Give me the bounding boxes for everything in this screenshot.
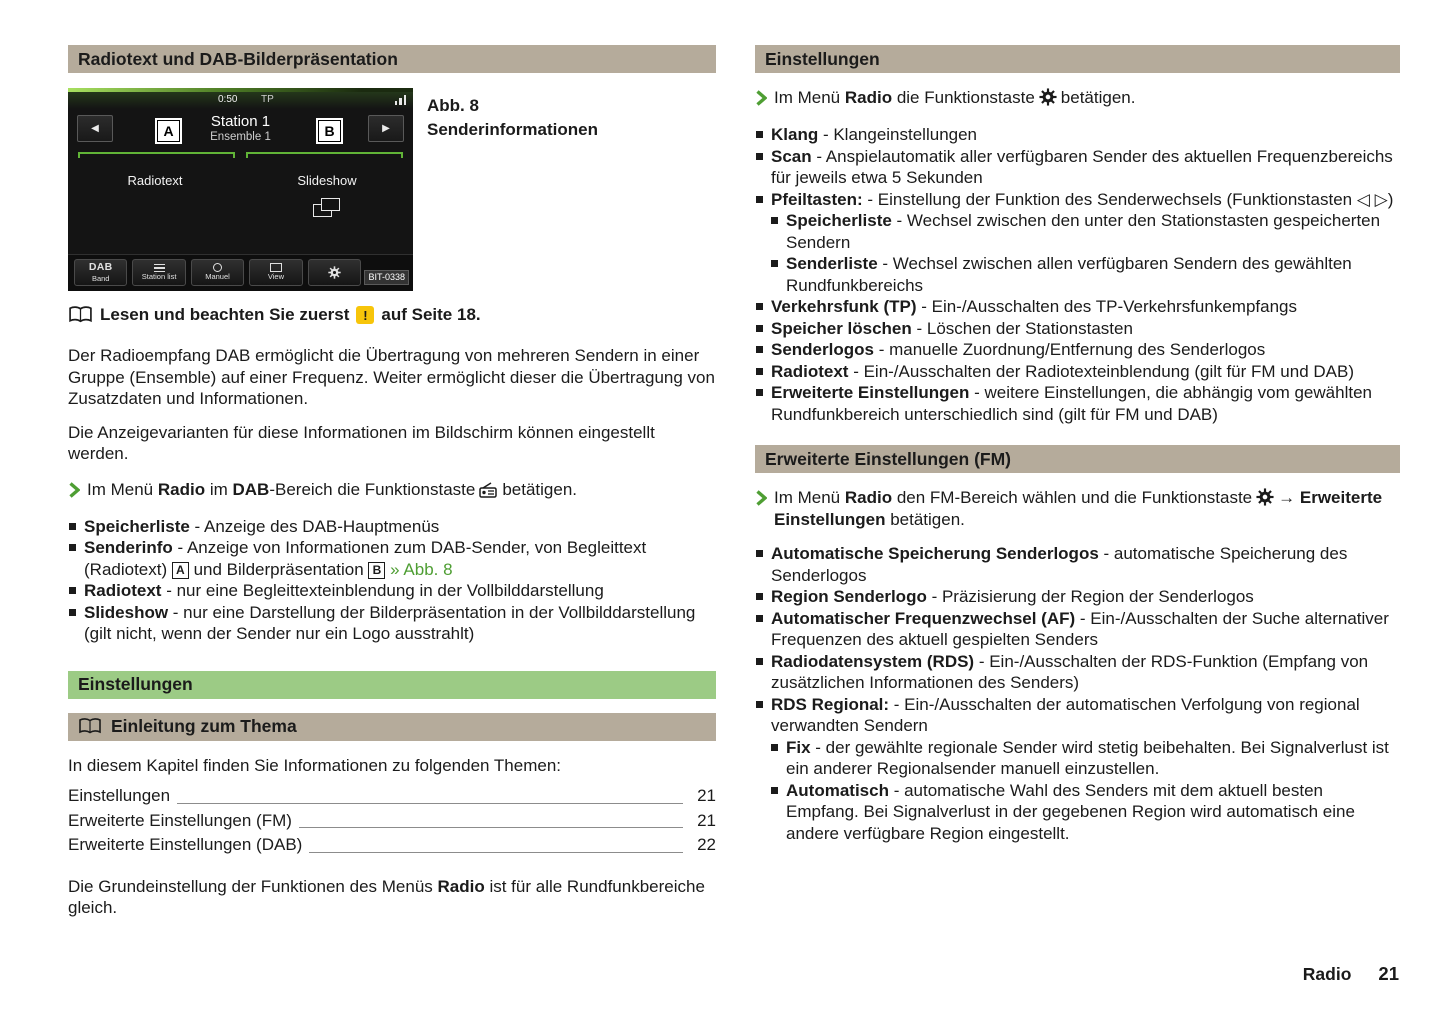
bullet-icon: [756, 196, 763, 203]
paragraph-grundeinstellung: Die Grundeinstellung der Funktionen des Menüs Radio ist für alle Rundfunkbereiche gleich.: [68, 876, 705, 917]
list-item-text: Region Senderlogo - Präzisierung der Region der Senderlogos: [771, 587, 1254, 606]
next-station-arrow-icon: ▶: [368, 115, 404, 142]
section-title: Radiotext und DAB-Bilderpräsentation: [78, 48, 398, 69]
section-title: Einleitung zum Thema: [111, 716, 297, 736]
list-item-text: Speicherliste - Anzeige des DAB-Hauptmenüs: [84, 516, 440, 536]
manual-tune-icon: [213, 263, 222, 272]
list-item: [755, 608, 1400, 651]
bullet-icon: [771, 744, 778, 751]
list-item-text: Erweiterte Einstellungen - weitere Einstellungen, die abhängig vom gewählten Rundfunkbereich unterschiedlich sind (gilt für FM und DAB): [771, 383, 1372, 424]
list-item-text: Slideshow - nur eine Darstellung der Bilderpräsentation in der Vollbilddarstellung (gilt nicht, wenn der Sender nur ein Logo ausstrahlt): [84, 602, 696, 643]
bullet-icon: [756, 658, 763, 665]
callout-bracket-left: [78, 152, 235, 158]
list-item-text: Radiodatensystem (RDS) - Ein-/Ausschalten der RDS-Funktion (Empfang von zusätzlichen Informationen des Senders): [771, 651, 1369, 692]
note-text-1: Lesen und beachten Sie zuerst: [100, 305, 350, 324]
toc-entry-erweiterte-dab[interactable]: [68, 833, 716, 858]
list-item-text: Senderliste - Wechsel zwischen allen verfügbaren Sendern des gewählten Rundfunkbereichs: [786, 254, 1352, 295]
bullet-icon: [756, 389, 763, 396]
bullet-icon: [756, 346, 763, 353]
toc-page-number: 21: [697, 810, 716, 830]
list-item: [755, 382, 1400, 425]
display-button-station-list: [132, 259, 185, 286]
display-button-setup: [308, 259, 361, 286]
bullet-icon: [771, 260, 778, 267]
toc-label: Erweiterte Einstellungen (DAB): [68, 835, 303, 854]
view-label: View: [267, 272, 284, 282]
list-item: [755, 124, 1400, 146]
bullet-icon: [69, 587, 76, 594]
action-step-fm: [755, 487, 1400, 530]
setup-gear-icon: [1039, 88, 1057, 106]
manual-label: Manuel: [205, 272, 230, 282]
action-step-settings: [755, 87, 1400, 111]
list-item-text: Klang - Klangeinstellungen: [771, 125, 978, 144]
action-text: Im Menü Radio die Funktionstaste betätigen.: [774, 88, 1136, 107]
bullet-icon: [756, 303, 763, 310]
figure-caption: [427, 88, 598, 291]
toc-page-number: 21: [697, 786, 716, 805]
bullet-icon: [771, 787, 778, 794]
display-button-dab-band: [74, 259, 127, 286]
toc-entry-erweiterte-fm[interactable]: [68, 809, 716, 834]
list-item-text: Radiotext - nur eine Begleittexteinblendung in der Vollbilddarstellung: [84, 581, 604, 600]
display-button-view: [249, 259, 302, 286]
callout-key-b: B: [368, 562, 385, 579]
list-item: [755, 318, 1400, 340]
left-column: [68, 45, 716, 919]
chapter-title: Einstellungen: [78, 674, 193, 694]
signal-strength-icon: [395, 95, 407, 105]
callout-marker-a: A: [157, 120, 180, 142]
list-item: [755, 586, 1400, 608]
figure-caption-title: Senderinformationen: [427, 120, 598, 139]
sub-list-item: [770, 780, 1400, 845]
bullet-icon: [756, 325, 763, 332]
list-item: [68, 537, 716, 580]
list-item: [755, 146, 1400, 189]
toc-intro-text: In diesem Kapitel finden Sie Informationen zu folgenden Themen:: [68, 755, 561, 775]
book-icon: [78, 718, 102, 735]
dab-button-label: DAB: [88, 261, 113, 274]
section-header-einleitung: [68, 713, 716, 741]
list-item: [755, 296, 1400, 318]
bullet-icon: [756, 615, 763, 622]
section-header-erweiterte-fm: [755, 445, 1400, 473]
paragraph-dab-intro: Der Radioempfang DAB ermöglicht die Übertragung von mehreren Sendern in einer Gruppe (Ensemble) auf einer Frequenz. Weiter ermöglicht dieser die Übertragung von Zusatzdaten und Informationen.: [68, 346, 715, 408]
section-title: Einstellungen: [765, 48, 880, 69]
settings-options-list: [755, 124, 1400, 425]
section-header-radiotext-dab: [68, 45, 716, 73]
view-icon: [270, 263, 282, 272]
toc-label: Einstellungen: [68, 786, 171, 805]
sub-list-item: [770, 210, 1400, 253]
list-item: [68, 602, 716, 645]
list-item-text: Verkehrsfunk (TP) - Ein-/Ausschalten des TP-Verkehrsfunkempfangs: [771, 297, 1297, 316]
slideshow-icon: [241, 197, 413, 219]
list-item-text: Radiotext - Ein-/Ausschalten der Radiotexteinblendung (gilt für FM und DAB): [771, 361, 1354, 381]
callout-key-a: A: [172, 562, 189, 579]
list-item: [755, 694, 1400, 737]
list-item-text: Automatische Speicherung Senderlogos - automatische Speicherung des Senderlogos: [771, 544, 1348, 585]
list-item-text: Senderinfo - Anzeige von Informationen zum DAB-Sender, von Begleittext (Radiotext) A und Bilderpräsentation B » Abb. 8: [84, 538, 647, 579]
display-clock: 0:50: [218, 94, 238, 105]
figure-reference-link[interactable]: » Abb. 8: [390, 559, 453, 579]
toc-leader-line: [299, 827, 683, 828]
table-of-contents: [68, 784, 716, 858]
bullet-icon: [69, 609, 76, 616]
list-item-text: Speicher löschen - Löschen der Stationstasten: [771, 318, 1133, 338]
toc-page-number: 22: [697, 835, 716, 854]
station-list-icon: [154, 264, 165, 272]
bullet-icon: [69, 544, 76, 551]
setup-gear-icon: [1256, 488, 1274, 506]
image-code: BIT-0338: [364, 270, 409, 285]
list-item-text: Scan - Anspielautomatik aller verfügbaren Sender des aktuellen Frequenzbereichs für jeweils etwa 5 Sekunden: [771, 146, 1393, 187]
bullet-icon: [756, 550, 763, 557]
footer-page-number: 21: [1378, 963, 1399, 984]
footer-chapter-label: Radio: [1302, 964, 1352, 984]
display-button-manual: [191, 259, 244, 286]
bullet-icon: [756, 153, 763, 160]
callout-bracket-right: [246, 152, 403, 158]
callout-marker-b: B: [318, 120, 341, 142]
bullet-icon: [756, 131, 763, 138]
right-column: [755, 45, 1400, 844]
list-item: [755, 543, 1400, 586]
band-button-sublabel: Band: [91, 273, 110, 283]
radio-function-key-icon: [479, 482, 498, 498]
action-step-dab: [68, 479, 716, 503]
section-header-einstellungen: [755, 45, 1400, 73]
bullet-icon: [756, 593, 763, 600]
chapter-header-einstellungen: [68, 671, 716, 699]
arrow-right-glyph: →: [1278, 488, 1300, 507]
read-first-note: [68, 305, 716, 325]
list-item: [755, 339, 1400, 361]
bullet-icon: [756, 701, 763, 708]
bullet-icon: [756, 368, 763, 375]
figure-caption-label: Abb. 8: [427, 96, 479, 115]
display-status-bar: [68, 92, 413, 109]
page-footer: [1303, 963, 1399, 985]
radiotext-area-label: Radiotext: [127, 173, 183, 188]
toc-entry-einstellungen[interactable]: [68, 784, 716, 809]
sub-list-item: [770, 737, 1400, 780]
list-item-text: Pfeiltasten: - Einstellung der Funktion des Senderwechsels (Funktionstasten ◁ ▷): [771, 189, 1394, 209]
station-name: Station 1: [210, 113, 271, 130]
previous-station-arrow-icon: ◀: [77, 115, 113, 142]
section-title: Erweiterte Einstellungen (FM): [765, 448, 1011, 469]
list-item-text: Speicherliste - Wechsel zwischen den unter den Stationstasten gespeicherten Sendern: [786, 211, 1381, 252]
bullet-icon: [69, 523, 76, 530]
dab-options-list: [68, 516, 716, 645]
chevron-icon: [69, 482, 80, 503]
action-text: Im Menü Radio den FM-Bereich wählen und die Funktionstaste → Erweiterte Einstellungen betätigen.: [774, 488, 1383, 529]
chevron-icon: [756, 90, 767, 111]
note-text-2: auf Seite 18.: [381, 305, 481, 324]
display-button-bar: [68, 254, 413, 291]
list-item-text: Automatischer Frequenzwechsel (AF) - Ein-/Ausschalten der Suche alternativer Frequenzen des aktuell gespielten Senders: [771, 608, 1389, 649]
display-tp-indicator: TP: [261, 94, 274, 105]
fm-settings-list: [755, 543, 1400, 844]
book-icon: [68, 306, 93, 324]
list-item-text: Senderlogos - manuelle Zuordnung/Entfernung des Senderlogos: [771, 340, 1266, 359]
list-item: [68, 516, 716, 538]
action-text: Im Menü Radio im DAB-Bereich die Funktionstaste betätigen.: [87, 479, 578, 499]
list-item: [755, 361, 1400, 383]
list-item-text: RDS Regional: - Ein-/Ausschalten der automatischen Verfolgung von regional verwandten Sendern: [771, 694, 1360, 735]
chevron-icon: [756, 490, 767, 530]
figure-8: [68, 88, 716, 291]
radio-display-image: [68, 88, 413, 291]
gear-icon: [328, 266, 341, 279]
toc-label: Erweiterte Einstellungen (FM): [68, 810, 292, 830]
list-item-text: Fix - der gewählte regionale Sender wird stetig beibehalten. Bei Signalverlust ist ein anderer Regionalsender manuell einzustellen.: [786, 737, 1389, 778]
toc-leader-line: [309, 852, 683, 853]
warning-icon: !: [356, 306, 374, 324]
list-item: [755, 189, 1400, 211]
slideshow-area-label: Slideshow: [297, 173, 357, 188]
list-item: [68, 580, 716, 602]
paragraph-display-variants: Die Anzeigevarianten für diese Informationen im Bildschirm können eingestellt werden.: [68, 422, 655, 463]
list-item: [755, 651, 1400, 694]
bullet-icon: [771, 217, 778, 224]
station-list-label: Station list: [141, 271, 177, 281]
sub-list-item: [770, 253, 1400, 296]
ensemble-name: Ensemble 1: [210, 131, 271, 143]
toc-leader-line: [177, 803, 683, 804]
list-item-text: Automatisch - automatische Wahl des Senders mit dem aktuell besten Empfang. Bei Signalverlust in der gegebenen Region wird automatisch eine andere verfügbare Region eingestellt.: [786, 780, 1355, 843]
